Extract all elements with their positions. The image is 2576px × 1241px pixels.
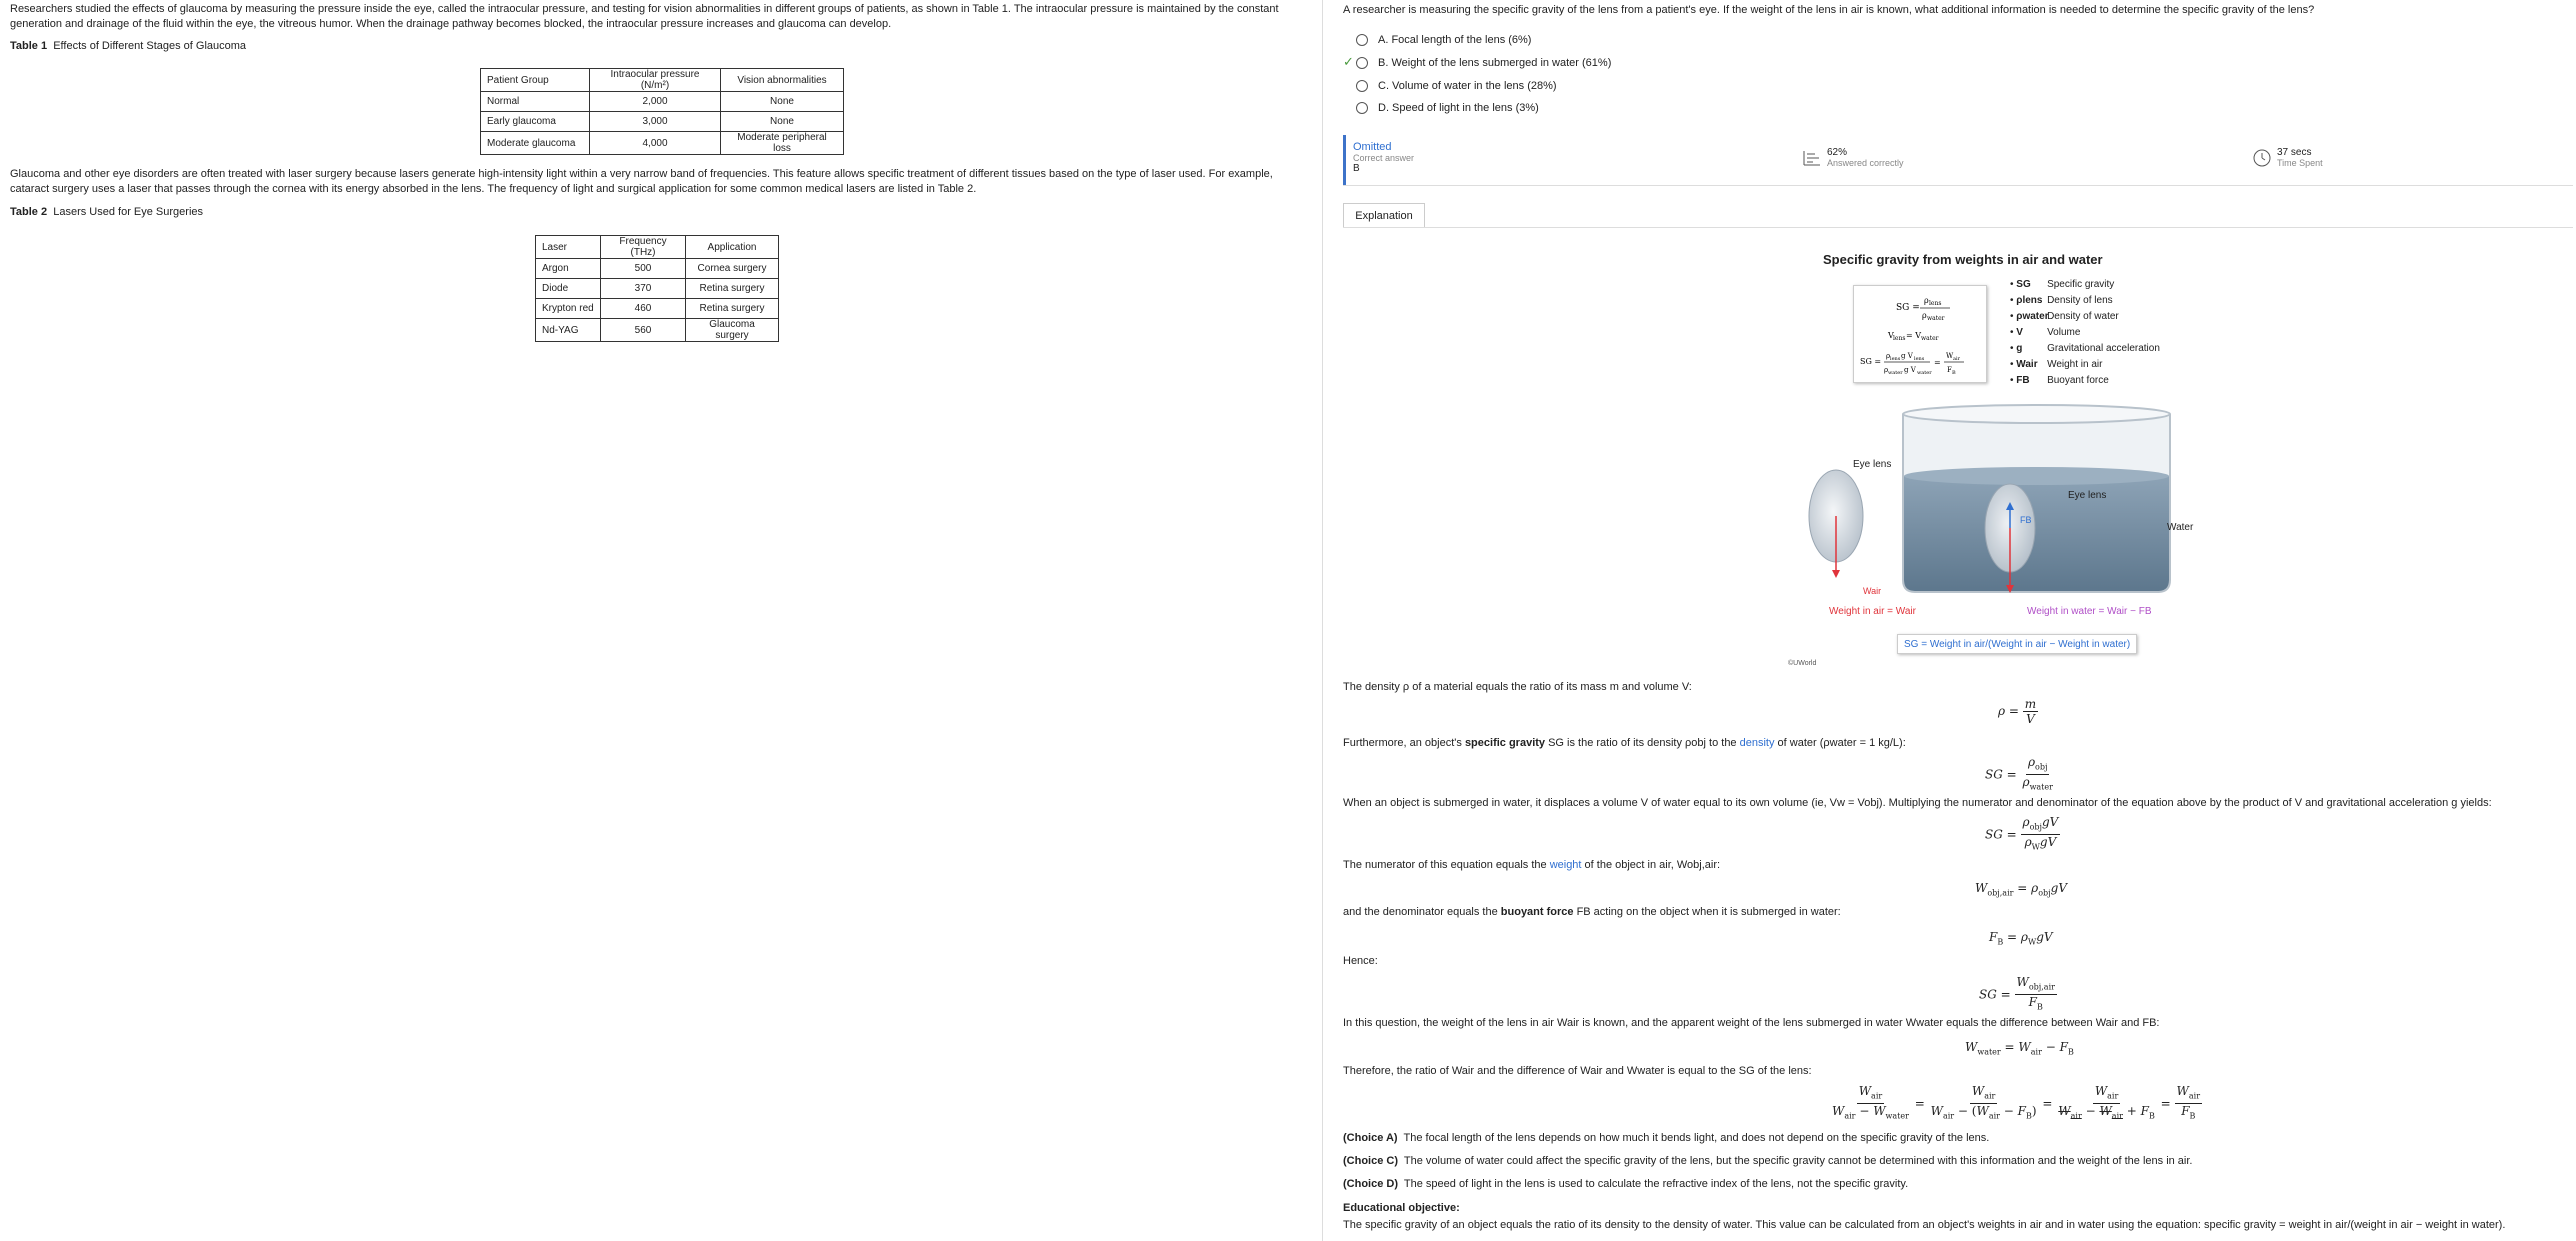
choice-b[interactable]: [1356, 55, 1611, 71]
explanation-sentence-2: [1343, 736, 1906, 750]
radio-button[interactable]: [1356, 80, 1368, 92]
svg-text:water: water: [1917, 370, 1932, 376]
equation-final: $\frac{W_{air}}{W_{air} - W_{water}}$ = $\frac{W_{air}}{W_{air} - (W_{air} - F_B)}$ = $\frac{W_{air}}{W_{air} - W_{air} + F_B}$ = $\frac{W_{air}}{F_B}$: [1832, 1084, 2201, 1121]
text-span: The numerator of this equation equals the: [1343, 859, 1550, 871]
table-header-cell: Frequency (THz): [601, 236, 686, 259]
answer-stats-bar: [1343, 135, 2573, 186]
beaker-rim: [1903, 405, 2170, 423]
table-header-row: [481, 69, 844, 92]
correct-answer-caption: Correct answer: [1353, 153, 1415, 163]
text-span: FB acting on the object when it is submerged in water:: [1573, 906, 1841, 918]
svg-text:W: W: [1946, 352, 1954, 360]
status-block: [1353, 141, 1414, 174]
percent-caption: Answered correctly: [1827, 158, 1904, 168]
bold-term: specific gravity: [1464, 737, 1546, 749]
explanation-sentence-5: [1343, 905, 1841, 919]
percent-block: [1803, 147, 1904, 168]
choice-a[interactable]: [1356, 32, 1531, 48]
passage-paragraph-2: Glaucoma and other eye disorders are often treated with laser surgery because lasers generate high-intensity light within a very narrow band of frequencies. This feature allows specific treatment of different tissues based on the type of laser used. For example, cataract surgery uses a laser that passes through the cornea with its energy absorbed in the lens. The frequency of light and surgical application for some common medical lasers are listed in Table 2.: [10, 168, 1273, 195]
svg-text:g V: g V: [1901, 352, 1913, 360]
svg-text:air: air: [1953, 356, 1960, 362]
label-weight-in-water: Weight in water = Wair − FB: [2027, 606, 2152, 617]
equation-sg-ratio: SG = $\frac{W_{obj,air}}{F_B}$: [1979, 975, 2055, 1012]
choice-text: The volume of water could affect the specific gravity of the lens, but the specific gravity cannot be determined with this information and the weight of the lens in air.: [1403, 1155, 2193, 1167]
time-value: 37 secs: [2277, 147, 2312, 158]
correct-answer-value: B: [1353, 163, 1360, 174]
label-wair: Wair: [1863, 586, 1882, 596]
passage-paragraph-1: Researchers studied the effects of glaucoma by measuring the pressure inside the eye, called the intraocular pressure, and testing for vision abnormalities in different groups of patients, as shown in Table 1. The intraocular pressure is maintained by the constant generation and drainage of the fluid within the eye, the vitreous humor. When the drainage pathway becomes blocked, the intraocular pressure increases and glaucoma can develop.: [10, 3, 1279, 30]
table-cell: 460: [601, 299, 686, 319]
status-accent-bar: [1343, 135, 1346, 185]
equation-density: ρ = $\frac{m}{V}$: [1998, 697, 2037, 726]
svg-text:ρ: ρ: [1922, 311, 1927, 320]
time-block: [2253, 147, 2323, 168]
question-pane: [1323, 0, 2576, 1241]
table-cell: 3,000: [590, 112, 721, 132]
table-cell: Nd-YAG: [536, 319, 601, 342]
formula-box: [1853, 285, 1987, 383]
table-cell: None: [721, 112, 844, 132]
svg-text:ρ: ρ: [1884, 366, 1889, 374]
svg-text:g V: g V: [1904, 366, 1916, 374]
choice-text: The focal length of the lens depends on how much it bends light, and does not depend on the specific gravity of the lens.: [1403, 1132, 1990, 1144]
explanation-sentence-6: Hence:: [1343, 955, 1378, 967]
objective-title: Educational objective:: [1343, 1202, 1460, 1214]
table-row: [481, 92, 844, 112]
table-row: [481, 112, 844, 132]
copyright-label: ©UWorld: [1788, 660, 1817, 667]
table-header-cell: Intraocular pressure (N/m²): [590, 69, 721, 92]
choice-c[interactable]: [1356, 78, 1557, 94]
explanation-sentence-7: In this question, the weight of the lens in air Wair is known, and the apparent weight of the lens submerged in water Wwater equals the difference between Wair and FB:: [1343, 1017, 2160, 1029]
table-cell: 560: [601, 319, 686, 342]
table2: [535, 235, 779, 342]
table-row: [536, 259, 779, 279]
label-fb: FB: [2020, 515, 2032, 525]
density-link[interactable]: density: [1739, 737, 1775, 749]
svg-text:ρ: ρ: [1886, 352, 1891, 360]
table1-title: Effects of Different Stages of Glaucoma: [53, 40, 247, 52]
svg-text:F: F: [1947, 366, 1952, 374]
svg-text:SG =: SG =: [1896, 303, 1920, 313]
choice-label: A. Focal length of the lens (6%): [1378, 34, 1532, 46]
explanation-sentence-8: Therefore, the ratio of Wair and the difference of Wair and Wwater is equal to the SG of the lens:: [1343, 1065, 1812, 1077]
table-cell: Krypton red: [536, 299, 601, 319]
table2-label: Table 2: [10, 206, 48, 218]
radio-button[interactable]: [1356, 34, 1368, 46]
sg-formula-box: SG = Weight in air/(Weight in air − Weight in water): [1897, 634, 2137, 654]
explanation-sentence-3: When an object is submerged in water, it displaces a volume V of water equal to its own volume (ie, Vw = Vobj). Multiplying the numerator and denominator of the equation above by the product of V and gravitational acceleration g yields:: [1343, 797, 2492, 809]
text-span: of water (ρwater = 1 kg/L):: [1774, 737, 1906, 749]
weight-link[interactable]: weight: [1549, 859, 1582, 871]
correct-check-icon: ✓: [1343, 54, 1354, 69]
table1-caption: [10, 40, 246, 52]
question-stem: A researcher is measuring the specific gravity of the lens from a patient's eye. If the weight of the lens in air is known, what additional information is needed to determine the specific gravity of the lens?: [1343, 4, 2315, 16]
choice-label: (Choice A): [1343, 1132, 1398, 1144]
tab-underline: [1343, 227, 2573, 228]
objective-text: The specific gravity of an object equals the ratio of its density to the density of water. This value can be calculated from an object's weights in air and in water using the equation: specific gravity = weight in air/(weight in air − weight in water).: [1343, 1219, 2506, 1231]
explanation-sentence-1: The density ρ of a material equals the ratio of its mass m and volume V:: [1343, 681, 1692, 693]
label-water: Water: [2167, 522, 2194, 533]
table2-title: Lasers Used for Eye Surgeries: [53, 206, 204, 218]
legend-item: • ρlens Density of lens: [2010, 295, 2113, 306]
table-cell: Moderate peripheral loss: [721, 132, 844, 155]
table-row: [481, 132, 844, 155]
choice-c-explanation: [1343, 1154, 2192, 1168]
choice-label: (Choice C): [1343, 1155, 1398, 1167]
text-span: of the object in air, Wobj,air:: [1581, 859, 1721, 871]
svg-text:ρ: ρ: [1924, 296, 1929, 305]
table-cell: Cornea surgery: [686, 259, 779, 279]
table1: [480, 68, 844, 155]
table-row: [536, 279, 779, 299]
table-cell: 500: [601, 259, 686, 279]
choice-label: C. Volume of water in the lens (28%): [1378, 80, 1557, 92]
clock-icon: [2253, 149, 2271, 167]
choice-label: D. Speed of light in the lens (3%): [1378, 102, 1539, 114]
equation-weight-water: $W_{water} = W_{air} - F_B$: [1965, 1040, 2074, 1057]
tab-explanation[interactable]: Explanation: [1343, 203, 1425, 228]
svg-text:lens: lens: [1914, 356, 1925, 362]
table-cell: 370: [601, 279, 686, 299]
choice-a-explanation: [1343, 1131, 1989, 1145]
legend-item: • ρwater Density of water: [2010, 311, 2119, 322]
water-surface: [1904, 467, 2169, 485]
table-header-cell: Laser: [536, 236, 601, 259]
choice-text: The speed of light in the lens is used to calculate the refractive index of the lens, not the specific gravity.: [1403, 1178, 1909, 1190]
table-row: [536, 319, 779, 342]
percent-value: 62%: [1827, 147, 1848, 158]
table-row: [536, 299, 779, 319]
table-cell: Early glaucoma: [481, 112, 590, 132]
svg-text:= V: = V: [1906, 331, 1922, 340]
svg-text:water: water: [1921, 335, 1939, 342]
figure-legend: [2010, 277, 2160, 389]
text-span: and the denominator equals the: [1343, 906, 1501, 918]
choice-d[interactable]: [1356, 100, 1539, 116]
svg-text:SG =: SG =: [1860, 357, 1882, 366]
table-header-cell: Vision abnormalities: [721, 69, 844, 92]
label-eye-lens-left: Eye lens: [1853, 459, 1892, 470]
label-weight-in-air: Weight in air = Wair: [1829, 606, 1916, 617]
svg-text:water: water: [1927, 315, 1945, 322]
label-eye-lens-right: Eye lens: [2068, 490, 2107, 501]
table-cell: Retina surgery: [686, 279, 779, 299]
equation-weight-air: $W_{obj,air} = \rho_{obj}gV$: [1975, 881, 2067, 898]
equation-sg-density: SG = $\frac{\rho_{obj}}{\rho_{water}}$: [1985, 755, 2053, 792]
table-cell: Moderate glaucoma: [481, 132, 590, 155]
choice-label: (Choice D): [1343, 1178, 1398, 1190]
radio-button[interactable]: [1356, 57, 1368, 69]
table1-label: Table 1: [10, 40, 48, 52]
table-cell: Argon: [536, 259, 601, 279]
table-cell: Diode: [536, 279, 601, 299]
radio-button[interactable]: [1356, 102, 1368, 114]
text-span: SG is the ratio of its density ρobj to the: [1545, 737, 1740, 749]
text-span: Furthermore, an object's: [1343, 737, 1465, 749]
explanation-sentence-4: [1343, 858, 1720, 872]
bold-term: buoyant force: [1500, 906, 1574, 918]
time-caption: Time Spent: [2277, 158, 2323, 168]
svg-text:lens: lens: [1890, 356, 1901, 362]
table-cell: 4,000: [590, 132, 721, 155]
table-header-cell: Application: [686, 236, 779, 259]
legend-item: • g Gravitational acceleration: [2010, 343, 2160, 354]
table-cell: Retina surgery: [686, 299, 779, 319]
choice-d-explanation: [1343, 1177, 1908, 1191]
table2-caption: [10, 206, 203, 218]
choice-label: B. Weight of the lens submerged in water (61%): [1378, 57, 1612, 69]
table-cell: 2,000: [590, 92, 721, 112]
status-text: Omitted: [1353, 141, 1392, 153]
svg-text:=: =: [1934, 358, 1941, 367]
svg-text:water: water: [1888, 370, 1903, 376]
legend-item: • V Volume: [2010, 327, 2081, 338]
table-header-row: [536, 236, 779, 259]
svg-text:lens: lens: [1929, 300, 1942, 307]
table-cell: None: [721, 92, 844, 112]
formula-graphic: [1854, 286, 1986, 382]
svg-text:B: B: [1952, 370, 1956, 376]
bar-chart-icon: [1803, 150, 1821, 166]
svg-text:V: V: [1888, 331, 1894, 340]
figure-title: Specific gravity from weights in air and water: [1823, 252, 2103, 267]
legend-item: • SG Specific gravity: [2010, 279, 2115, 290]
svg-text:lens: lens: [1893, 335, 1906, 342]
equation-buoyant-force: $F_B = \rho_WgV$: [1989, 930, 2053, 947]
table-cell: Normal: [481, 92, 590, 112]
equation-sg-weight: SG = $\frac{\rho_{obj}gV}{\rho_WgV}$: [1985, 815, 2059, 852]
water-body: [1904, 476, 2169, 591]
table-cell: Glaucoma surgery: [686, 319, 779, 342]
table-header-cell: Patient Group: [481, 69, 590, 92]
legend-item: • FB Buoyant force: [2010, 375, 2109, 386]
legend-item: • Wair Weight in air: [2010, 359, 2103, 370]
